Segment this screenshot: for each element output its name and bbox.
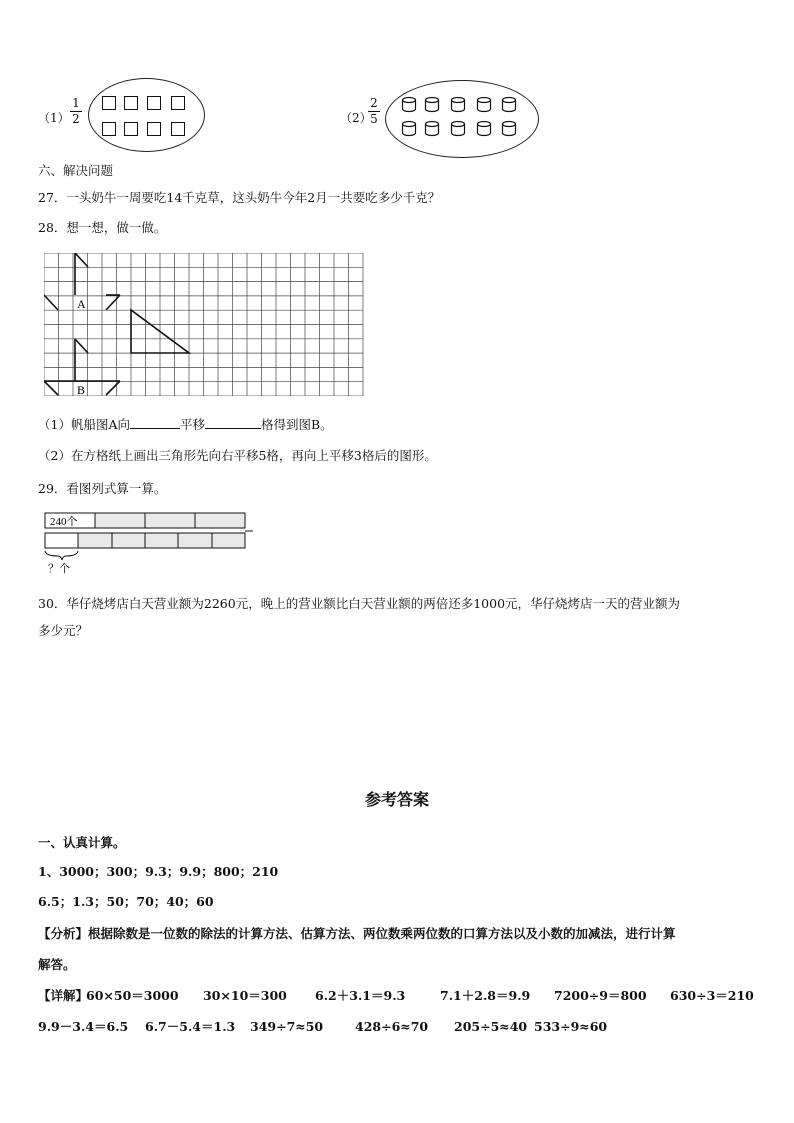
answers-section1: 一、认真计算。 <box>38 835 126 850</box>
square-icon <box>147 122 161 136</box>
fraction-numerator: 2 <box>370 96 378 110</box>
label-a: A <box>77 297 86 311</box>
cylinder-icon <box>403 98 416 112</box>
square-icon <box>124 122 138 136</box>
cylinder-icon <box>452 122 465 136</box>
q29-title: 29．看图列式算一算。 <box>38 481 167 496</box>
q26-cylinders <box>385 80 537 156</box>
top-bar-label: 240个 <box>50 516 78 528</box>
detail-item: 533÷9≈60 <box>534 1019 608 1034</box>
q26-part1-oval <box>88 78 205 152</box>
brace-icon <box>45 551 78 560</box>
q28-sub1-part-c: 格得到图B。 <box>261 417 333 432</box>
q26-part1-fraction <box>70 97 82 126</box>
label-b: B <box>77 383 86 396</box>
square-icon <box>171 96 185 110</box>
q28-sub1 <box>38 416 333 433</box>
q30-line1: 30．华仔烧烤店白天营业额为2260元，晚上的营业额比白天营业额的两倍还多1000元，华仔烧烤店一天的营业额为 <box>38 596 681 611</box>
bottom-bar-label: ？个 <box>48 563 70 575</box>
cylinder-icon <box>403 122 416 136</box>
detail-item: 428÷6≈70 <box>355 1019 429 1034</box>
cylinder-icon <box>452 98 465 112</box>
answer-blank[interactable] <box>130 416 180 429</box>
cylinder-icon <box>503 98 516 112</box>
cylinder-icon <box>426 122 439 136</box>
cylinder-icon <box>478 122 491 136</box>
analysis-tag: 【分析】 <box>38 926 89 941</box>
fraction-denominator: 5 <box>370 112 378 126</box>
q28-sub2: （2）在方格纸上画出三角形先向右平移5格，再向上平移3格后的图形。 <box>38 448 437 463</box>
q30-line2: 多少元？ <box>38 623 89 638</box>
q28-title: 28．想一想，做一做。 <box>38 220 167 235</box>
detail-item: 349÷7≈50 <box>250 1019 324 1034</box>
square-icon <box>147 96 161 110</box>
q27-text: 27．一头奶牛一周要吃14千克草，这头奶牛今年2月一共要吃多少千克？ <box>38 190 441 205</box>
fraction-numerator: 1 <box>72 96 80 110</box>
answers-heading: 参考答案 <box>364 790 429 809</box>
q26-part2-label: （2） <box>340 111 372 125</box>
q28-sub1-part-a: （1）帆船图A向 <box>38 417 130 432</box>
detail-item: 6.2＋3.1＝9.3 <box>315 988 406 1003</box>
square-icon <box>171 122 185 136</box>
answers-row2: 6.5；1.3；50；70；40；60 <box>38 894 214 909</box>
answer-blank[interactable] <box>205 416 261 429</box>
square-icon <box>102 122 116 136</box>
detail-item: 60×50＝3000 <box>86 988 179 1003</box>
detail-item: 7.1＋2.8＝9.9 <box>440 988 531 1003</box>
q29-bar-diagram <box>40 509 255 581</box>
detail-tag: 【详解】 <box>38 988 89 1003</box>
detail-item: 205÷5≈40 <box>454 1019 528 1034</box>
square-icon <box>124 96 138 110</box>
q26-part1-label: （1） <box>38 111 70 125</box>
q26-part2-fraction <box>368 97 380 126</box>
fraction-denominator: 2 <box>72 112 80 126</box>
square-icon <box>102 96 116 110</box>
cylinder-icon <box>426 98 439 112</box>
detail-item: 7200÷9＝800 <box>554 988 647 1003</box>
answers-row1: 1、3000；300；9.3；9.9；800；210 <box>38 864 279 879</box>
answers-analysis <box>38 926 676 942</box>
detail-item: 9.9－3.4＝6.5 <box>38 1019 129 1034</box>
section6-title: 六、解决问题 <box>38 163 114 178</box>
analysis-text: 根据除数是一位数的除法的计算方法、估算方法、两位数乘两位数的口算方法以及小数的加减法，进行计算 <box>88 926 676 941</box>
q28-grid-figure <box>44 253 364 396</box>
analysis-line2: 解答。 <box>38 957 76 972</box>
q28-sub1-part-b: 平移 <box>179 417 205 432</box>
detail-item: 30×10＝300 <box>203 988 287 1003</box>
detail-item: 630÷3＝210 <box>670 988 754 1003</box>
cylinder-icon <box>503 122 516 136</box>
detail-item: 6.7－5.4＝1.3 <box>145 1019 236 1034</box>
cylinder-icon <box>478 98 491 112</box>
